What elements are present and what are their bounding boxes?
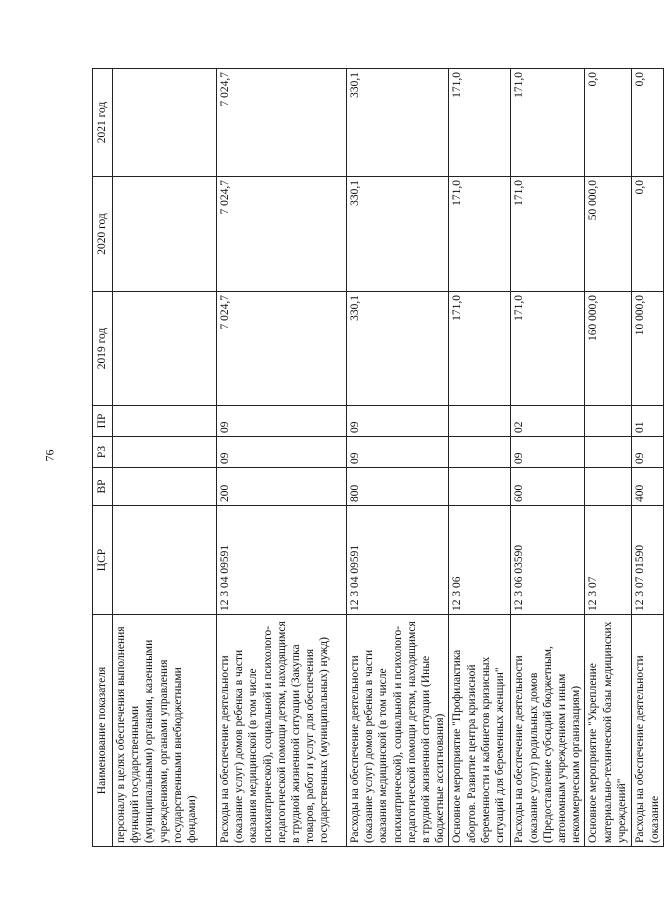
row-2019: 10 000,0 [632, 292, 663, 406]
table-row [585, 69, 632, 847]
table-row [113, 69, 217, 847]
row-2020: 330,1 [347, 177, 449, 292]
header-2021: 2021 год [93, 69, 113, 177]
row-2019: 330,1 [347, 292, 449, 406]
row-name: Расходы на обеспечение деятельности (оказание услуг) домов ребенка в части оказания медицинской (в том числе психиатрической), социальной и психолого-педагогической помощи детям, находящимся в трудной жизненной ситуации (Закупка товаров, работ и услуг для обеспечения государственных (муниципальных) нужд) [217, 615, 347, 847]
header-2019: 2019 год [93, 292, 113, 406]
row-name: Расходы на обеспечение деятельности (оказание услуг) домов ребенка в части оказания медицинской (в том числе психиатрической), социальной и психолого-педагогической помощи детям, находящимся в трудной жизненной ситуации (Иные бюджетные ассигнования) [347, 615, 449, 847]
header-vr: ВР [93, 468, 113, 506]
row-2020: 50 000,0 [585, 177, 632, 292]
header-2020: 2020 год [93, 177, 113, 292]
row-2020: 7 024,7 [217, 177, 347, 292]
row-csr: 12 3 07 01590 [632, 506, 663, 615]
rotated-page-content [92, 69, 661, 847]
table-header-row [93, 69, 113, 847]
row-2019: 171,0 [449, 292, 511, 406]
row-2019: 160 000,0 [585, 292, 632, 406]
row-rz: 09 [632, 437, 663, 468]
row-2021: 7 024,7 [217, 69, 347, 177]
row-rz [585, 437, 632, 468]
row-vr: 800 [347, 468, 449, 506]
row-2021: 0,0 [585, 69, 632, 177]
row-pr [449, 406, 511, 437]
row-name: персоналу в целях обеспечения выполнения функций государственными (муниципальными) органами, казенными учреждениями, органами управления государственными внебюджетными фондами) [113, 615, 217, 847]
row-2021: 171,0 [511, 69, 585, 177]
table-row [347, 69, 449, 847]
table-row [449, 69, 511, 847]
row-rz: 09 [217, 437, 347, 468]
row-name: Основное мероприятие "Укрепление материально-технической базы медицинских учреждений" [585, 615, 632, 847]
row-2019: 171,0 [511, 292, 585, 406]
row-pr [113, 406, 217, 437]
table-row [511, 69, 585, 847]
row-vr: 600 [511, 468, 585, 506]
row-vr: 400 [632, 468, 663, 506]
row-vr [449, 468, 511, 506]
budget-table [92, 68, 664, 847]
header-pr: ПР [93, 406, 113, 437]
row-csr: 12 3 06 [449, 506, 511, 615]
table-row [217, 69, 347, 847]
row-2020: 171,0 [449, 177, 511, 292]
row-2021: 171,0 [449, 69, 511, 177]
row-vr [113, 468, 217, 506]
row-pr: 09 [347, 406, 449, 437]
row-csr: 12 3 06 03590 [511, 506, 585, 615]
row-pr: 09 [217, 406, 347, 437]
row-rz [449, 437, 511, 468]
row-2021: 0,0 [632, 69, 663, 177]
row-name: Основное мероприятие "Профилактика абортов. Развитие центра кризисной беременности и кабинетов кризисных ситуаций для беременных женщин" [449, 615, 511, 847]
table-row [632, 69, 663, 847]
row-2020: 0,0 [632, 177, 663, 292]
row-name: Расходы на обеспечение деятельности (оказание [632, 615, 663, 847]
page-number: 76 [42, 449, 57, 462]
row-pr: 02 [511, 406, 585, 437]
row-2021: 330,1 [347, 69, 449, 177]
row-csr: 12 3 07 [585, 506, 632, 615]
row-2019 [113, 292, 217, 406]
row-name: Расходы на обеспечение деятельности (оказание услуг) родильных домов (Предоставление субсидий бюджетным, автономным учреждениям и иным некоммерческим организациям) [511, 615, 585, 847]
row-rz: 09 [511, 437, 585, 468]
row-csr [113, 506, 217, 615]
row-2021 [113, 69, 217, 177]
header-name: Наименование показателя [93, 615, 113, 847]
row-2019: 7 024,7 [217, 292, 347, 406]
row-2020 [113, 177, 217, 292]
row-rz: 09 [347, 437, 449, 468]
row-pr [585, 406, 632, 437]
row-vr [585, 468, 632, 506]
header-csr: ЦСР [93, 506, 113, 615]
row-vr: 200 [217, 468, 347, 506]
row-pr: 01 [632, 406, 663, 437]
row-csr: 12 3 04 09591 [217, 506, 347, 615]
header-rz: РЗ [93, 437, 113, 468]
row-csr: 12 3 04 09591 [347, 506, 449, 615]
row-rz [113, 437, 217, 468]
row-2020: 171,0 [511, 177, 585, 292]
